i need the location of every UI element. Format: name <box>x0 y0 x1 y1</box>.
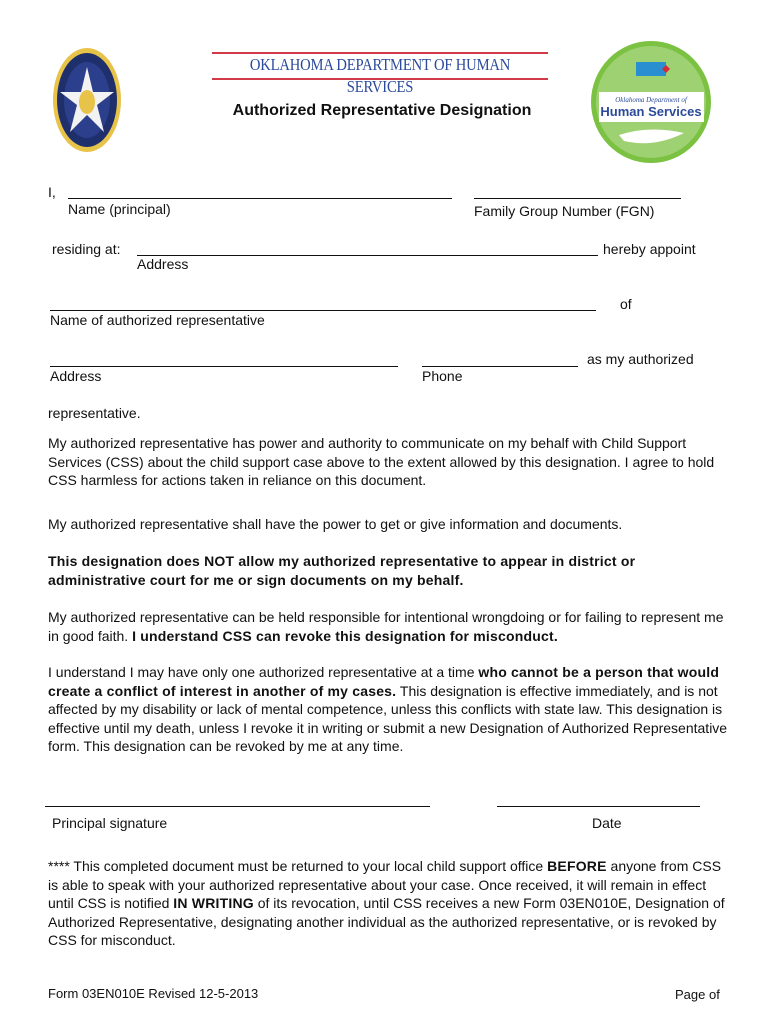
rep-address-field[interactable] <box>50 366 398 367</box>
paragraph-one-representative <box>48 663 728 756</box>
principal-signature-field[interactable] <box>45 806 430 807</box>
address-label: Address <box>137 256 189 272</box>
principal-signature-label: Principal signature <box>52 815 168 831</box>
fgn-label: Family Group Number (FGN) <box>474 203 655 219</box>
agency-name: OKLAHOMA DEPARTMENT OF HUMAN SERVICES <box>249 55 511 96</box>
name-principal-field[interactable] <box>68 198 452 199</box>
notice-text-2: anyone from CSS is able to speak with your authorized representative about your case. Once received, it will remain in effect until CSS is notified <box>48 858 722 911</box>
name-principal-label: Name (principal) <box>68 201 171 217</box>
form-number: Form 03EN010E Revised 12-5-2013 <box>48 986 259 1001</box>
notice-in-writing: IN WRITING <box>173 895 254 911</box>
page-number: Page of <box>675 987 720 1002</box>
rep-address-label: Address <box>50 368 102 384</box>
state-seal-logo <box>52 47 122 157</box>
effective-text: This designation is effective immediately, and is not affected by my disability or lack of mental competence, unless this conflicts with state law. This designation is effective until my death, unless I revoke it in writing or submit a new Designation of Authorized Representative form. This designation can be revoked by me at any time. <box>48 682 728 754</box>
page-title: Authorized Representative Designation <box>232 102 532 119</box>
fgn-field[interactable] <box>474 198 681 199</box>
hereby-appoint-text: hereby appoint <box>603 241 696 257</box>
principal-address-field[interactable] <box>137 255 598 256</box>
paragraph-information: My authorized representative shall have the power to get or give information and documents. <box>48 516 623 532</box>
as-my-authorized-text: as my authorized <box>587 351 694 367</box>
notice-text-1: **** This completed document must be returned to your local child support office <box>48 858 548 874</box>
paragraph-court-limitation: This designation does NOT allow my authorized representative to appear in district or administrative court for me or sign documents on my behalf. <box>48 553 636 588</box>
one-rep-text: I understand I may have only one authorized representative at a time <box>48 664 479 680</box>
svg-text:Human Services: Human Services <box>600 104 702 119</box>
rep-name-label: Name of authorized representative <box>50 312 265 328</box>
revoke-bold-text: I understand CSS can revoke this designation for misconduct. <box>132 627 558 644</box>
of-text: of <box>620 296 632 312</box>
i-label: I, <box>48 184 56 200</box>
phone-label: Phone <box>422 368 463 384</box>
responsibility-text: My authorized representative can be held responsible for intentional wrongdoing or for failing to represent me in good faith. <box>48 609 724 644</box>
residing-at-label: residing at: <box>52 241 121 257</box>
conflict-bold-text: who cannot be a person that would create a conflict of interest in another of my cases. <box>48 664 720 699</box>
rep-phone-field[interactable] <box>422 366 578 367</box>
notice-before: BEFORE <box>547 858 607 874</box>
date-field[interactable] <box>497 806 700 807</box>
paragraph-responsibility <box>48 608 728 645</box>
notice-text-3: of its revocation, until CSS receives a new Form 03EN010E, Designation of Authorized Representative, designating another individual as the authorized representative, or is revoked by CSS for misconduct. <box>48 895 725 948</box>
agency-header <box>212 52 548 96</box>
svg-text:Oklahoma Department of: Oklahoma Department of <box>615 96 687 104</box>
paragraph-authority: My authorized representative has power and authority to communicate on my behalf with Child Support Services (CSS) about the child support case above to the extent allowed by this designation. I agree to hold CSS harmless for actions taken in reliance on this document. <box>48 435 715 488</box>
rep-name-field[interactable] <box>50 310 596 311</box>
dhs-logo <box>589 40 714 164</box>
representative-text: representative. <box>48 405 141 421</box>
return-notice <box>48 857 728 950</box>
date-label: Date <box>592 815 622 831</box>
